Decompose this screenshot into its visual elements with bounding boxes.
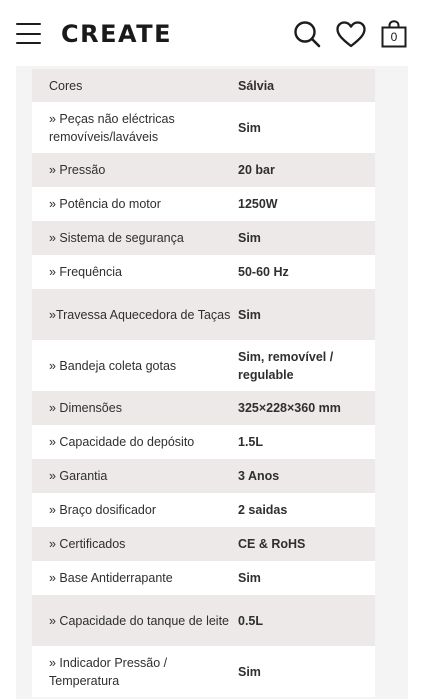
spec-row [32, 459, 375, 493]
spec-row [32, 187, 375, 221]
spec-row [32, 289, 375, 340]
spec-label: » Indicador Pressão / Temperatura [49, 655, 168, 688]
spec-value: Sim [238, 120, 261, 135]
spec-value: 50-60 Hz [238, 265, 289, 279]
spec-value: 2 saidas [238, 503, 288, 517]
spec-row [32, 391, 375, 425]
spec-label: Cores [49, 78, 83, 93]
spec-value: CE & RoHS [238, 537, 306, 551]
spec-row [32, 527, 375, 561]
spec-row [32, 102, 375, 153]
spec-value: 325×228×360 mm [238, 401, 341, 415]
spec-value: 0.5L [238, 613, 264, 628]
heart-icon[interactable] [336, 21, 366, 48]
spec-label: »Travessa Aquecedora de Taças [49, 307, 231, 322]
search-icon[interactable] [293, 20, 321, 48]
spec-value: Sim [238, 231, 261, 245]
spec-label: » Sistema de segurança [49, 231, 184, 245]
brand-logo[interactable]: CREATE [61, 20, 172, 48]
spec-value: Sálvia [238, 78, 275, 93]
spec-row [32, 646, 375, 697]
spec-value: Sim [238, 307, 261, 322]
cart-count: 0 [390, 30, 398, 44]
spec-value: Sim, removível / regulable [238, 349, 334, 382]
spec-label: » Capacidade do tanque de leite [49, 613, 230, 628]
spec-value: Sim [238, 664, 261, 679]
spec-row [32, 255, 375, 289]
spec-value: 1250W [238, 197, 278, 211]
spec-value: 20 bar [238, 163, 275, 177]
spec-value: 1.5L [238, 435, 264, 449]
spec-value: Sim [238, 571, 261, 585]
spec-value: 3 Anos [238, 469, 280, 483]
spec-label: » Dimensões [49, 401, 122, 415]
spec-label: » Pressão [49, 163, 106, 177]
spec-label: » Base Antiderrapante [49, 571, 173, 585]
spec-label: » Braço dosificador [49, 503, 157, 517]
spec-label: » Garantia [49, 469, 108, 483]
spec-label: » Capacidade do depósito [49, 435, 195, 449]
specs-table [32, 69, 375, 697]
spec-label: » Potência do motor [49, 197, 161, 211]
spec-label: » Frequência [49, 265, 122, 279]
spec-label: » Bandeja coleta gotas [49, 358, 177, 373]
spec-row [32, 425, 375, 459]
spec-row [32, 561, 375, 595]
spec-row [32, 153, 375, 187]
spec-row [32, 493, 375, 527]
spec-label: » Certificados [49, 537, 126, 551]
spec-row [32, 221, 375, 255]
spec-row [32, 595, 375, 646]
site-header [0, 0, 424, 66]
spec-row [32, 340, 375, 391]
menu-icon[interactable] [16, 23, 41, 45]
spec-label: » Peças não eléctricas removíveis/laváveis [49, 111, 175, 144]
spec-row [32, 69, 375, 102]
